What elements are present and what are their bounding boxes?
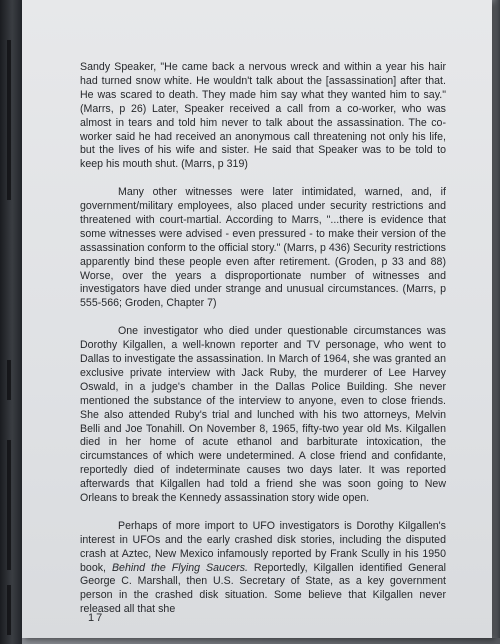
page-bottom-edge: [22, 638, 500, 644]
page-number: 17: [88, 612, 105, 624]
paragraph-text: Reportedly, Kilgallen identified General George C. Marshall, then U.S. Secretary of State, as a key government person in the crashed disk situation. Some believe that Kilgallen never released all that she: [80, 561, 446, 616]
binding-shadow-mark: [7, 360, 11, 400]
page-stack-edge: [492, 0, 500, 644]
paragraph-kilgallen-death: One investigator who died under questionable circumstances was Dorothy Kilgallen, a well-known reporter and TV personage, who went to Dallas to investigate the assassination. In March of 1964, she was granted an exclusive private interview with Jack Ruby, the murderer of Lee Harvey Oswald, in a judge's chamber in the Dallas Police Building. She never mentioned the substance of the interview to anyone, even to close friends. She also attended Ruby's trial and lunched with his two attorneys, Melvin Belli and Joe Tonahill. On November 8, 1965, fifty-two year old Ms. Kilgallen died in her home of acute ethanol and barbiturate intoxication, the circumstances of which were undetermined. A close friend and confidante, reportedly died of indeterminate causes two days later. It was reported afterwards that Kilgallen had told a friend she was soon going to New Orleans to break the Kennedy assassination story wide open.: [80, 325, 446, 505]
paragraph-speaker-quote: Sandy Speaker, "He came back a nervous wreck and within a year his hair had turned snow white. He wouldn't talk about the [assassination] after that. He was scared to death. They made him say what they wanted him to say." (Marrs, p 26) Later, Speaker received a call from a co-worker, who was almost in tears and told him never to talk about the assassination. The co-worker said he had received an anonymous call threatening not only his life, but the lives of his wife and sister. He said that Speaker was to be told to keep his mouth shut. (Marrs, p 319): [80, 61, 446, 171]
paragraph-text: Perhaps of more import to UFO investigators is Dorothy Kilgallen's interest in UFOs and the early crashed disk stories, including the disputed crash at Aztec, New Mexico infamously reported by Frank Scully in his 1950 book,: [80, 519, 446, 574]
paragraph-kilgallen-ufo: [80, 520, 446, 617]
paragraph-witness-intimidation: Many other witnesses were later intimidated, warned, and, if government/military employees, also placed under security restrictions and threatened with court-martial. According to Marrs, "...there is evidence that some witnesses were advised - even pressured - to make their version of the assassination conform to the official story." (Marrs, p 436) Security restrictions apparently bind these people even after retirement. (Groden, p 33 and 88) Worse, over the years a disproportionate number of witnesses and investigators have died under strange and unusual circumstances. (Marrs, p 555-566; Groden, Chapter 7): [80, 186, 446, 310]
book-binding: [0, 0, 22, 644]
book-title: Behind the Flying Saucers.: [111, 561, 248, 574]
binding-shadow-mark: [7, 440, 11, 570]
body-text: [80, 61, 446, 631]
binding-shadow-mark: [7, 585, 11, 635]
binding-shadow-mark: [7, 40, 11, 200]
